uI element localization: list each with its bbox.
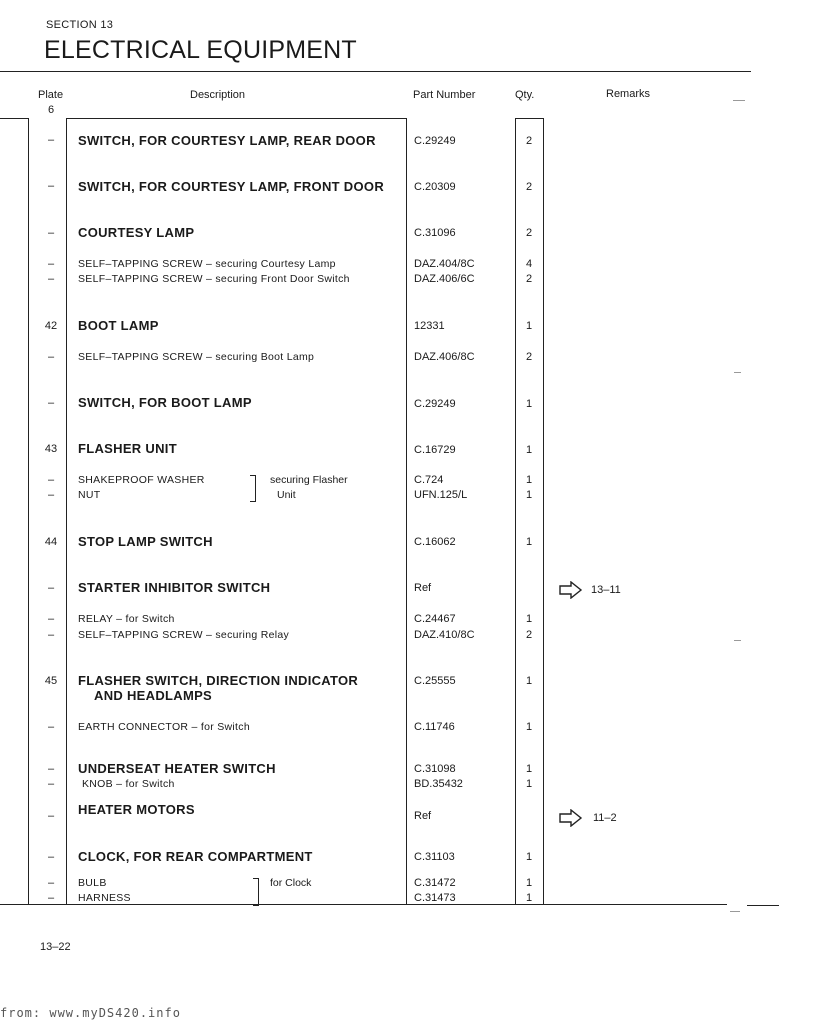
plate-cell: 43	[44, 443, 58, 455]
part-number-cell: C.724	[414, 474, 444, 486]
scan-mark	[730, 911, 740, 912]
description-cell: STOP LAMP SWITCH	[78, 534, 213, 549]
plate-cell: 44	[44, 536, 58, 548]
qty-cell: 4	[525, 258, 533, 270]
plate-cell: –	[47, 134, 55, 146]
plate-cell: –	[47, 489, 55, 501]
qty-cell: 1	[525, 877, 533, 889]
qty-cell: 1	[525, 489, 533, 501]
qty-cell: 1	[525, 398, 533, 410]
description-cell: SWITCH, FOR COURTESY LAMP, REAR DOOR	[78, 133, 376, 148]
part-number-cell: C.31472	[414, 877, 456, 889]
remark-cross-reference[interactable]: 13–11	[591, 584, 621, 596]
part-number-cell: C.29249	[414, 398, 456, 410]
plate-cell: –	[47, 629, 55, 641]
description-cell: BOOT LAMP	[78, 318, 159, 333]
part-number-cell: C.16062	[414, 536, 456, 548]
description-cell: UNDERSEAT HEATER SWITCH	[78, 761, 276, 776]
description-cell: HARNESS	[78, 892, 131, 904]
description-cell: SWITCH, FOR COURTESY LAMP, FRONT DOOR	[78, 179, 385, 194]
part-number-cell: C.20309	[414, 181, 456, 193]
plate-cell: –	[47, 474, 55, 486]
part-number-cell: DAZ.404/8C	[414, 258, 475, 270]
qty-cell: 2	[525, 273, 533, 285]
qty-cell: 1	[525, 721, 533, 733]
plate-cell: –	[47, 180, 55, 192]
plate-column-right-rule	[66, 118, 67, 904]
column-header-qty: Qty.	[515, 89, 535, 101]
qty-cell: 1	[525, 778, 533, 790]
description-cell: FLASHER SWITCH, DIRECTION INDICATOR	[78, 673, 359, 688]
part-number-cell: 12331	[414, 320, 445, 332]
description-cell: SELF–TAPPING SCREW – securing Front Door Switch	[78, 273, 350, 285]
qty-cell: 1	[525, 444, 533, 456]
section-label: SECTION 13	[46, 19, 114, 31]
qty-cell: 1	[525, 675, 533, 687]
page-number: 13–22	[40, 941, 71, 953]
description-column-right-rule	[406, 118, 407, 904]
title-rule	[0, 71, 751, 72]
plate-cell: –	[47, 227, 55, 239]
plate-cell: –	[47, 582, 55, 594]
table-bottom-rule-end	[747, 905, 779, 906]
plate-cell: –	[47, 351, 55, 363]
part-number-cell: C.16729	[414, 444, 456, 456]
plate-cell: 42	[44, 320, 58, 332]
source-watermark: from: www.myDS420.info	[0, 1006, 181, 1020]
grouping-note: Unit	[277, 489, 296, 501]
table-top-rule-qty	[515, 118, 544, 119]
qty-cell: 2	[525, 227, 533, 239]
description-cell: SELF–TAPPING SCREW – securing Courtesy Lamp	[78, 258, 336, 270]
plate-cell: –	[47, 892, 55, 904]
part-number-cell: C.24467	[414, 613, 456, 625]
grouping-bracket	[253, 878, 259, 906]
scan-mark	[734, 640, 741, 641]
arrow-right-icon	[559, 581, 583, 599]
scan-mark	[733, 100, 745, 101]
table-bottom-rule	[0, 904, 727, 905]
column-header-plate: Plate	[38, 89, 64, 101]
plate-cell: –	[47, 721, 55, 733]
part-number-cell: Ref	[414, 582, 432, 594]
qty-cell: 1	[525, 320, 533, 332]
description-cell: HEATER MOTORS	[78, 802, 195, 817]
description-cell: RELAY – for Switch	[78, 613, 175, 625]
qty-cell: 2	[525, 351, 533, 363]
remark-cross-reference[interactable]: 11–2	[593, 812, 617, 824]
description-cell: NUT	[78, 489, 101, 501]
description-cell: EARTH CONNECTOR – for Switch	[78, 721, 250, 733]
column-header-plate-number: 6	[48, 104, 55, 116]
plate-cell: –	[47, 763, 55, 775]
qty-cell: 2	[525, 135, 533, 147]
column-header-part-number: Part Number	[413, 89, 476, 101]
qty-column-right-rule	[543, 118, 544, 904]
description-cell: BULB	[78, 877, 107, 889]
table-top-rule-mid	[66, 118, 406, 119]
grouping-note: for Clock	[270, 877, 312, 889]
description-cell: SELF–TAPPING SCREW – securing Relay	[78, 629, 290, 641]
grouping-bracket	[250, 475, 256, 502]
qty-cell: 1	[525, 892, 533, 904]
qty-cell: 1	[525, 474, 533, 486]
description-cell: KNOB – for Switch	[82, 778, 175, 790]
plate-cell: –	[47, 778, 55, 790]
plate-cell: –	[47, 810, 55, 822]
scan-mark	[734, 372, 741, 373]
part-number-cell: C.31473	[414, 892, 456, 904]
description-cell-continued: AND HEADLAMPS	[94, 688, 213, 703]
part-number-cell: Ref	[414, 810, 432, 822]
description-cell: COURTESY LAMP	[78, 225, 195, 240]
part-number-cell: BD.35432	[414, 778, 463, 790]
part-number-cell: C.31103	[414, 851, 455, 863]
plate-cell: –	[47, 851, 55, 863]
qty-column-left-rule	[515, 118, 516, 904]
plate-cell: –	[47, 877, 55, 889]
description-cell: FLASHER UNIT	[78, 441, 177, 456]
part-number-cell: C.25555	[414, 675, 456, 687]
plate-cell: –	[47, 258, 55, 270]
description-cell: SELF–TAPPING SCREW – securing Boot Lamp	[78, 351, 315, 363]
plate-cell: 45	[44, 675, 58, 687]
column-header-remarks: Remarks	[606, 88, 651, 100]
qty-cell: 1	[525, 536, 533, 548]
part-number-cell: DAZ.406/8C	[414, 351, 475, 363]
description-cell: STARTER INHIBITOR SWITCH	[78, 580, 271, 595]
part-number-cell: C.29249	[414, 135, 456, 147]
plate-cell: –	[47, 613, 55, 625]
part-number-cell: DAZ.406/6C	[414, 273, 475, 285]
arrow-right-icon	[559, 809, 583, 827]
grouping-note: securing Flasher	[270, 474, 348, 486]
column-header-description: Description	[190, 89, 246, 101]
part-number-cell: C.31096	[414, 227, 456, 239]
qty-cell: 2	[525, 181, 533, 193]
plate-cell: –	[47, 273, 55, 285]
part-number-cell: C.11746	[414, 721, 455, 733]
part-number-cell: UFN.125/L	[414, 489, 468, 501]
qty-cell: 1	[525, 851, 533, 863]
qty-cell: 1	[525, 763, 533, 775]
qty-cell: 2	[525, 629, 533, 641]
description-cell: SWITCH, FOR BOOT LAMP	[78, 395, 252, 410]
plate-cell: –	[47, 397, 55, 409]
description-cell: SHAKEPROOF WASHER	[78, 474, 205, 486]
table-top-rule-left	[0, 118, 28, 119]
part-number-cell: DAZ.410/8C	[414, 629, 475, 641]
qty-cell: 1	[525, 613, 533, 625]
page-title: ELECTRICAL EQUIPMENT	[44, 36, 357, 64]
plate-column-left-rule	[28, 118, 29, 904]
description-cell: CLOCK, FOR REAR COMPARTMENT	[78, 849, 313, 864]
part-number-cell: C.31098	[414, 763, 456, 775]
